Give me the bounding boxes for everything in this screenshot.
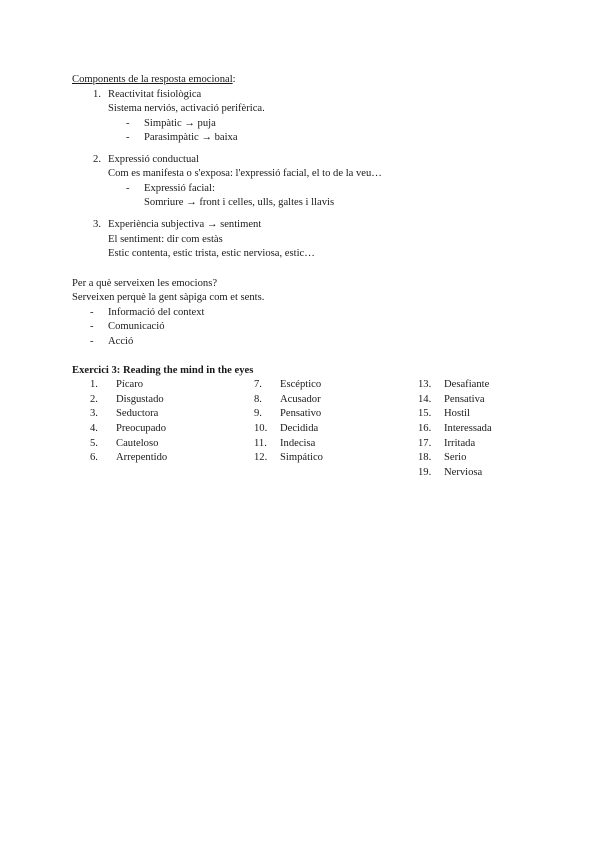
exercise-list-item xyxy=(418,393,492,408)
exercise-list-item xyxy=(254,378,323,393)
bullet-dash: - xyxy=(126,132,130,143)
exercise-item-word: Indecisa xyxy=(280,437,316,449)
exercise-list-item xyxy=(90,451,167,466)
item-1-number: 1. xyxy=(93,89,101,100)
exercise-item-number: 18. xyxy=(418,452,432,464)
exercise-title: Exercici 3: Reading the mind in the eyes xyxy=(72,365,254,376)
exercise-item-number: 5. xyxy=(90,437,98,449)
exercise-list-item xyxy=(90,378,167,393)
item-3-description-2: Estic contenta, estic trista, estic nerviosa, estic… xyxy=(108,248,315,259)
exercise-item-number: 16. xyxy=(418,423,432,435)
item-1-title-text: Reactivitat fisiològica xyxy=(108,89,202,100)
item-2-bullet-detail: Somriure → front i celles, ulls, galtes i llavis xyxy=(144,197,335,208)
exercise-item-number: 10. xyxy=(254,423,268,435)
exercise-list-item xyxy=(90,393,167,408)
exercise-list-item xyxy=(90,407,167,422)
answer-bullet-1-text: Informació del context xyxy=(108,307,205,318)
item-2-title-text: Expressió conductual xyxy=(108,154,199,165)
exercise-item-number: 1. xyxy=(90,379,98,390)
answer-bullet-3-text: Acció xyxy=(108,336,134,347)
answer-text: Serveixen perquè la gent sàpiga com et sents. xyxy=(72,292,265,303)
item-3-description-1: El sentiment: dir com estàs xyxy=(108,234,223,245)
exercise-column-2 xyxy=(254,378,323,466)
exercise-item-word: Cauteloso xyxy=(116,437,159,449)
exercise-item-word: Serio xyxy=(444,452,467,464)
exercise-item-word: Pensativa xyxy=(444,393,485,405)
exercise-list-item xyxy=(418,466,492,481)
exercise-list-item xyxy=(418,407,492,422)
answer-bullet-2 xyxy=(90,320,165,334)
exercise-list-item xyxy=(90,437,167,452)
exercise-item-word: Acusador xyxy=(280,393,321,405)
exercise-list-item xyxy=(418,437,492,452)
exercise-item-word: Preocupado xyxy=(116,423,167,435)
bullet-dash: - xyxy=(90,307,94,318)
exercise-item-word: Arrepentido xyxy=(116,452,168,464)
exercise-item-word: Interessada xyxy=(444,423,492,435)
answer-bullet-1 xyxy=(90,306,204,320)
exercise-item-number: 19. xyxy=(418,467,432,479)
exercise-item-number: 9. xyxy=(254,408,262,420)
exercise-item-number: 15. xyxy=(418,408,432,420)
exercise-item-number: 3. xyxy=(90,408,98,420)
exercise-list-item xyxy=(254,422,323,437)
question-text: Per a què serveixen les emocions? xyxy=(72,278,218,289)
item-3-number: 3. xyxy=(93,219,101,230)
exercise-item-word: Decidida xyxy=(280,423,319,435)
section-heading xyxy=(72,73,236,87)
exercise-item-word: Hostil xyxy=(444,408,470,420)
item-2-title xyxy=(84,153,199,167)
section-heading-text: Components de la resposta emocional xyxy=(72,74,233,85)
exercise-item-number: 14. xyxy=(418,393,432,405)
exercise-item-word: Irritada xyxy=(444,437,476,449)
exercise-item-word: Pícaro xyxy=(116,379,144,390)
exercise-item-word: Desafiante xyxy=(444,379,490,390)
exercise-item-number: 4. xyxy=(90,423,98,435)
item-3-title xyxy=(84,218,261,232)
bullet-dash: - xyxy=(126,118,130,129)
exercise-list-item xyxy=(418,422,492,437)
item-1-bullet-2 xyxy=(126,131,238,145)
exercise-list-item xyxy=(254,407,323,422)
exercise-column-1 xyxy=(90,378,167,466)
exercise-item-number: 2. xyxy=(90,393,98,405)
exercise-item-word: Nerviosa xyxy=(444,467,483,479)
exercise-list-item xyxy=(254,393,323,408)
exercise-list-item xyxy=(418,378,492,393)
exercise-item-word: Pensativo xyxy=(280,408,322,420)
section-heading-colon: : xyxy=(232,74,236,85)
exercise-item-number: 6. xyxy=(90,452,98,464)
answer-bullet-3 xyxy=(90,335,133,349)
item-1-bullet-2-text: Parasimpàtic → baixa xyxy=(144,132,238,143)
item-1-bullet-1 xyxy=(126,117,216,131)
exercise-column-3 xyxy=(418,378,492,481)
exercise-item-word: Disgustado xyxy=(116,393,164,405)
exercise-list-item xyxy=(254,451,323,466)
item-1-description: Sistema nerviós, activació perifèrica. xyxy=(108,103,265,114)
item-3-title-text: Experiència subjectiva → sentiment xyxy=(108,219,262,230)
exercise-item-number: 17. xyxy=(418,437,432,449)
item-2-number: 2. xyxy=(93,154,101,165)
item-1-title xyxy=(84,88,201,102)
exercise-item-word: Seductora xyxy=(116,408,159,420)
bullet-dash: - xyxy=(90,336,94,347)
exercise-item-number: 7. xyxy=(254,379,262,390)
exercise-item-number: 11. xyxy=(254,437,267,449)
item-2-description: Com es manifesta o s'exposa: l'expressió facial, el to de la veu… xyxy=(108,168,382,179)
exercise-item-word: Simpático xyxy=(280,452,323,464)
exercise-item-word: Escéptico xyxy=(280,379,322,390)
exercise-item-number: 8. xyxy=(254,393,262,405)
bullet-dash: - xyxy=(90,321,94,332)
item-2-bullet-text: Expressió facial: xyxy=(144,183,215,194)
exercise-item-number: 13. xyxy=(418,379,432,390)
item-1-bullet-1-text: Simpàtic → puja xyxy=(144,118,216,129)
exercise-list-item xyxy=(418,451,492,466)
item-2-bullet xyxy=(126,182,215,196)
bullet-dash: - xyxy=(126,183,130,194)
exercise-list-item xyxy=(90,422,167,437)
exercise-item-number: 12. xyxy=(254,452,268,464)
exercise-list-item xyxy=(254,437,323,452)
answer-bullet-2-text: Comunicació xyxy=(108,321,165,332)
